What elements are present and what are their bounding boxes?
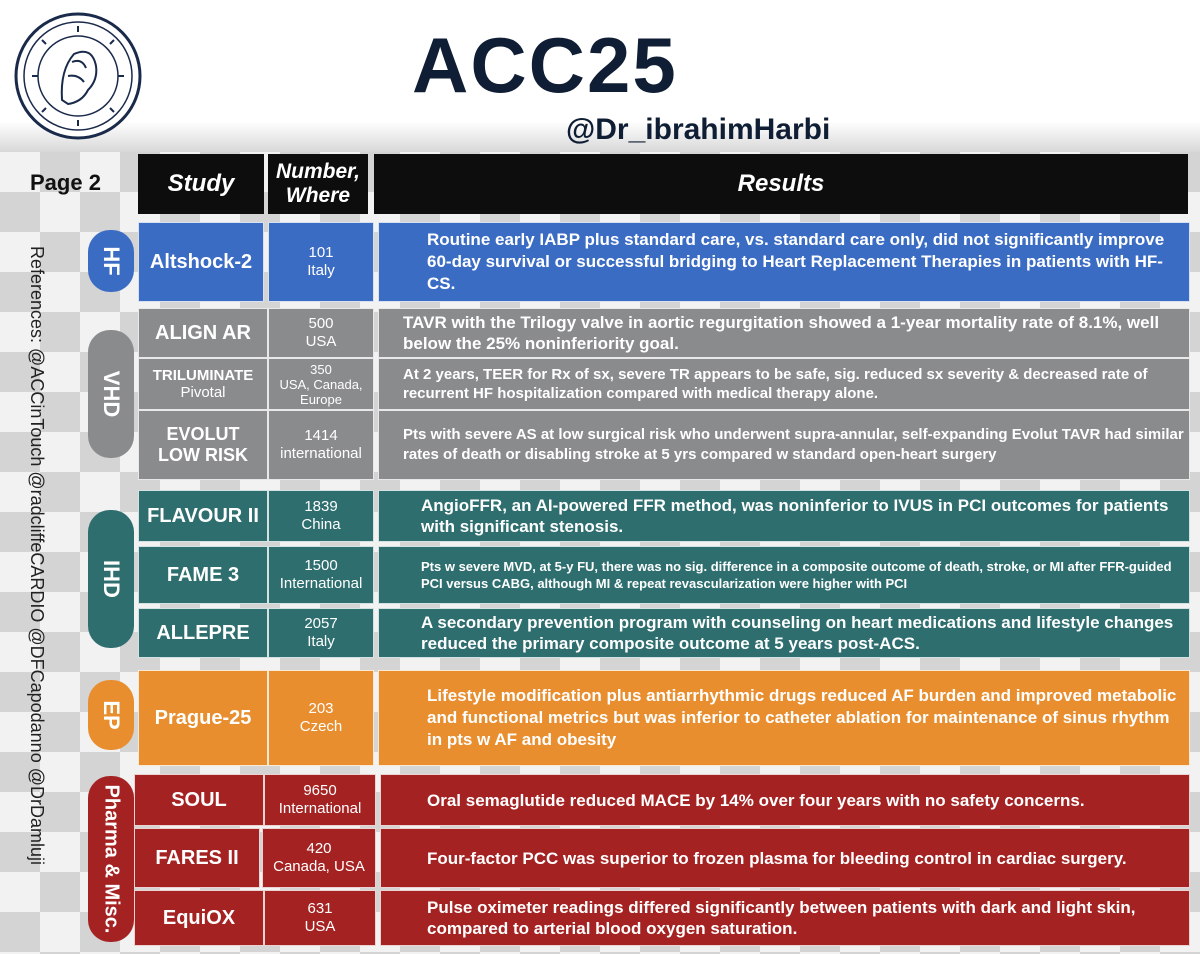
result-text: AngioFFR, an AI-powered FFR method, was noninferior to IVUS in PCI outcomes for patients with significant stenosis. — [421, 496, 1169, 536]
references-column — [24, 246, 50, 946]
participant-count: 1500 — [304, 557, 338, 574]
result-cell — [378, 410, 1190, 480]
number-where-cell — [268, 410, 374, 480]
category-ep — [88, 680, 134, 750]
study-name-sub: Pivotal — [180, 384, 226, 401]
number-where-cell — [264, 890, 376, 946]
result-text: Four-factor PCC was superior to frozen plasma for bleeding control in cardiac surgery. — [427, 848, 1127, 868]
study-name: EVOLUT — [166, 424, 240, 444]
number-where-cell — [268, 546, 374, 604]
study-cell: SOUL — [134, 774, 264, 826]
category-hf — [88, 230, 134, 292]
result-text: At 2 years, TEER for Rx of sx, severe TR appears to be safe, sig. reduced sx severity & decreased rate of recurrent HF hospitalization compared with medical therapy alone. — [403, 366, 1148, 402]
author-handle: @Dr_ibrahimHarbi — [566, 113, 831, 146]
result-cell — [378, 490, 1190, 542]
category-label-vhd: VHD — [99, 370, 124, 418]
participant-count: 9650 — [303, 782, 337, 799]
category-label-pharma: Pharma & Misc. — [100, 784, 123, 934]
participant-count: 420 — [306, 840, 332, 857]
category-label-hf: HF — [99, 246, 124, 276]
participant-count: 1414 — [304, 427, 338, 444]
participant-count: 203 — [308, 700, 334, 717]
location: China — [301, 516, 341, 533]
location: International — [278, 800, 362, 817]
result-text: Pulse oximeter readings differed significantly between patients with dark and light skin, compared to arterial blood oxygen saturation. — [427, 898, 1136, 938]
result-text: Pts w severe MVD, at 5-y FU, there was no sig. difference in a composite outcome of death, stroke, or MI after FFR-guided PCI versus CABG, although MI & repeat revascularization were higher with PCI — [421, 559, 1172, 591]
location: USA — [305, 333, 337, 350]
participant-count: 1839 — [304, 498, 338, 515]
location: Italy — [307, 262, 335, 279]
result-cell — [378, 608, 1190, 658]
participant-count: 631 — [307, 900, 333, 917]
number-where-cell — [268, 670, 374, 766]
number-where-cell — [268, 308, 374, 358]
result-text: Oral semaglutide reduced MACE by 14% over four years with no safety concerns. — [427, 790, 1085, 810]
study-cell: Prague-25 — [138, 670, 268, 766]
study-cell — [138, 358, 268, 410]
study-cell: ALLEPRE — [138, 608, 268, 658]
study-cell: EquiOX — [134, 890, 264, 946]
location: Italy — [307, 633, 335, 650]
category-ihd — [88, 510, 134, 648]
study-cell: FAME 3 — [138, 546, 268, 604]
study-cell: FARES II — [134, 828, 260, 888]
number-where-cell — [268, 222, 374, 302]
result-cell — [378, 308, 1190, 358]
result-cell — [380, 890, 1190, 946]
location: USA — [304, 918, 336, 935]
society-seal-logo — [12, 10, 144, 142]
location: International — [279, 575, 363, 592]
result-cell — [378, 670, 1190, 766]
number-where-cell — [264, 774, 376, 826]
result-cell — [378, 358, 1190, 410]
result-cell — [378, 222, 1190, 302]
number-where-cell — [268, 358, 374, 410]
location: Canada, USA — [273, 858, 365, 875]
category-label-ep: EP — [99, 700, 124, 730]
result-text: Pts with severe AS at low surgical risk who underwent supra-annular, self-expanding Evolut TAVR had similar rates of death or disabling stroke at 5 yrs compared w standard open-heart surgery — [403, 426, 1184, 463]
page-title: ACC25 — [412, 21, 678, 109]
location: Czech — [299, 718, 343, 735]
number-where-cell — [268, 608, 374, 658]
study-cell: Altshock-2 — [138, 222, 264, 302]
study-cell: ALIGN AR — [138, 308, 268, 358]
result-text: TAVR with the Trilogy valve in aortic regurgitation showed a 1-year mortality rate of 8.1%, well below the 25% noninferiority goal. — [403, 313, 1160, 353]
page-number-label: Page 2 — [30, 170, 101, 195]
participant-count: 101 — [308, 244, 334, 261]
participant-count: 350 — [310, 361, 332, 377]
column-header-study: Study — [138, 154, 264, 214]
column-header-number-where: Number, Where — [268, 154, 368, 214]
number-where-cell — [268, 490, 374, 542]
result-text: A secondary prevention program with counseling on heart medications and lifestyle changes reduced the primary composite outcome at 5 years post-ACS. — [421, 613, 1174, 653]
location: international — [280, 445, 362, 462]
study-cell: FLAVOUR II — [138, 490, 268, 542]
participant-count: 500 — [308, 315, 334, 332]
number-where-cell — [262, 828, 376, 888]
result-cell — [380, 774, 1190, 826]
category-pharma — [88, 776, 134, 942]
location: USA, Canada, Europe — [279, 376, 363, 407]
study-name: TRILUMINATE — [152, 367, 254, 384]
column-header-results: Results — [374, 154, 1188, 214]
participant-count: 2057 — [304, 615, 338, 632]
category-label-ihd: IHD — [99, 560, 124, 598]
study-name-sub: LOW RISK — [158, 445, 248, 465]
result-text: Lifestyle modification plus antiarrhythmic drugs reduced AF burden and improved metabolic and functional metrics but was inferior to catheter ablation for maintenance of sinus rhythm in pts w AF and obesity — [427, 686, 1177, 749]
result-cell — [378, 546, 1190, 604]
study-cell — [138, 410, 268, 480]
category-vhd — [88, 330, 134, 458]
result-text: Routine early IABP plus standard care, vs. standard care only, did not significantly improve 60-day survival or successful bridging to Heart Replacement Therapies in patients with HF-CS. — [427, 230, 1165, 293]
references-text: References: @ACCinTouch @radcliffeCARDIO @DFCapodanno @DrDamluji — [27, 246, 47, 865]
result-cell — [380, 828, 1190, 888]
